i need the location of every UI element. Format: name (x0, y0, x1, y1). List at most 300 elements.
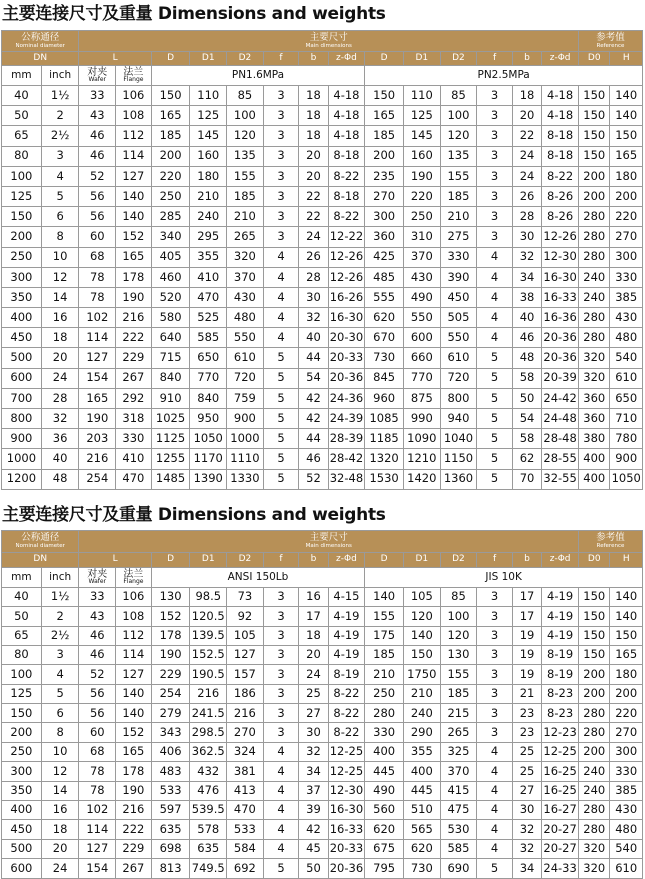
table-cell: 165 (610, 146, 643, 166)
table-cell: 27 (299, 704, 328, 723)
table-cell: 292 (116, 388, 152, 408)
table-cell: 3 (263, 227, 299, 247)
table-cell: 19 (512, 626, 541, 645)
table-cell: 150 (579, 126, 610, 146)
table-cell: 190 (151, 645, 190, 664)
table-cell: 185 (227, 186, 264, 206)
table-cell: 78 (79, 762, 116, 781)
table-cell: 17 (512, 587, 541, 606)
table-cell: 28 (299, 267, 328, 287)
table-cell: 114 (116, 146, 152, 166)
table-cell: 400 (404, 762, 441, 781)
table-cell: 285 (151, 207, 190, 227)
table-cell: 4 (263, 328, 299, 348)
table-cell: 112 (116, 626, 152, 645)
table-cell: 425 (365, 247, 404, 267)
table-cell: 5 (477, 469, 513, 489)
col-header-b: b (512, 52, 541, 66)
table-cell: 730 (365, 348, 404, 368)
table-cell: 240 (190, 207, 227, 227)
table-cell: 125 (190, 106, 227, 126)
dimensions-table-pn (1, 30, 643, 490)
table-cell: 140 (116, 207, 152, 227)
table-cell: 190 (79, 409, 116, 429)
table-cell: 190 (116, 287, 152, 307)
table-cell: 355 (404, 742, 441, 761)
table-cell: 5 (263, 469, 299, 489)
table-cell: 5 (263, 388, 299, 408)
table-cell: 4-18 (328, 86, 365, 106)
table-cell: 530 (440, 820, 477, 839)
table-cell: 28-48 (542, 429, 579, 449)
table-cell: 4 (477, 801, 513, 820)
table-cell: 300 (2, 267, 42, 287)
table-cell: 92 (227, 607, 264, 626)
table-cell: 3 (477, 227, 513, 247)
table-cell: 8-18 (328, 186, 365, 206)
table-cell: 3 (477, 704, 513, 723)
table-cell: 749.5 (190, 859, 227, 878)
table-cell: 6 (41, 704, 79, 723)
table-cell: 300 (365, 207, 404, 227)
table-cell: 24 (41, 368, 79, 388)
table-cell: 85 (440, 587, 477, 606)
table-cell: 5 (263, 859, 299, 878)
table-cell: 4-19 (542, 587, 579, 606)
table-cell: 450 (2, 820, 42, 839)
table-cell: 33 (79, 587, 116, 606)
table-cell: 1485 (151, 469, 190, 489)
table-cell: 19 (512, 645, 541, 664)
table-cell: 34 (512, 267, 541, 287)
table-cell: 250 (2, 247, 42, 267)
table-cell: 270 (227, 723, 264, 742)
table-cell: 450 (440, 287, 477, 307)
table-cell: 3 (41, 645, 79, 664)
col-header-d2: D2 (227, 552, 264, 567)
mm-label: mm (2, 66, 42, 86)
table-cell: 1320 (365, 449, 404, 469)
table-cell: 275 (440, 227, 477, 247)
col-header-f: f (263, 52, 299, 66)
table-cell: 150 (610, 126, 643, 146)
table-cell: 4-19 (328, 607, 365, 626)
table-cell: 3 (41, 146, 79, 166)
table-cell: 2 (41, 607, 79, 626)
table-cell: 400 (579, 449, 610, 469)
table-cell: 23 (512, 723, 541, 742)
table-cell: 670 (365, 328, 404, 348)
table-row (2, 839, 643, 858)
table-cell: 5 (263, 429, 299, 449)
table-cell: 100 (227, 106, 264, 126)
table-cell: 106 (116, 587, 152, 606)
table-cell: 485 (365, 267, 404, 287)
table-cell: 165 (365, 106, 404, 126)
table-body (2, 587, 643, 878)
table-cell: 4 (263, 839, 299, 858)
table-cell: 80 (2, 645, 42, 664)
table-cell: 430 (404, 267, 441, 287)
table-cell: 400 (365, 742, 404, 761)
table-cell: 40 (2, 587, 42, 606)
table-cell: 16 (299, 587, 328, 606)
table-cell: 759 (227, 388, 264, 408)
table-cell: 32 (299, 308, 328, 328)
table-cell: 28 (41, 388, 79, 408)
table-cell: 140 (610, 86, 643, 106)
table-cell: 200 (579, 186, 610, 206)
table-cell: 270 (365, 186, 404, 206)
table-cell: 120 (404, 607, 441, 626)
table-cell: 362.5 (190, 742, 227, 761)
table-cell: 620 (365, 308, 404, 328)
col-header-f: f (477, 552, 513, 567)
table-cell: 46 (79, 626, 116, 645)
table-cell: 30 (299, 287, 328, 307)
table-row (2, 247, 643, 267)
table-cell: 40 (41, 449, 79, 469)
table-cell: 597 (151, 801, 190, 820)
col-header-d: D (151, 52, 190, 66)
table-cell: 410 (116, 449, 152, 469)
table-cell: 470 (116, 469, 152, 489)
table-cell: 940 (440, 409, 477, 429)
table-cell: 48 (41, 469, 79, 489)
table-cell: 216 (79, 449, 116, 469)
table-cell: 5 (477, 388, 513, 408)
table-cell: 20-36 (542, 348, 579, 368)
table-cell: 8-18 (328, 146, 365, 166)
table-cell: 2½ (41, 626, 79, 645)
table-cell: 381 (227, 762, 264, 781)
table-cell: 550 (404, 308, 441, 328)
table-cell: 525 (190, 308, 227, 328)
table-cell: 710 (610, 409, 643, 429)
table-row (2, 684, 643, 703)
table-cell: 229 (116, 348, 152, 368)
table-cell: 540 (610, 348, 643, 368)
table-cell: 127 (227, 645, 264, 664)
table-cell: 3 (263, 146, 299, 166)
table-cell: 150 (2, 704, 42, 723)
table-cell: 20 (299, 166, 328, 186)
table-cell: 330 (610, 267, 643, 287)
table-cell: 4-18 (542, 86, 579, 106)
nominal-diameter-header: 公称通径 Nominal diameter (2, 31, 79, 52)
table-cell: 24-33 (542, 859, 579, 878)
table-cell: 56 (79, 207, 116, 227)
table-cell: 165 (79, 388, 116, 408)
table-cell: 318 (116, 409, 152, 429)
table-cell: 3 (263, 607, 299, 626)
table-cell: 56 (79, 684, 116, 703)
table-cell: 360 (579, 388, 610, 408)
table-cell: 140 (116, 704, 152, 723)
table-row (2, 859, 643, 878)
table-row (2, 742, 643, 761)
table-cell: 43 (79, 106, 116, 126)
col-header-b: b (299, 52, 328, 66)
table-cell: 42 (299, 820, 328, 839)
table-cell: 127 (79, 348, 116, 368)
table-cell: 210 (365, 665, 404, 684)
table-cell: 150 (579, 146, 610, 166)
table-cell: 320 (579, 839, 610, 858)
table-cell: 400 (579, 469, 610, 489)
table-cell: 1255 (151, 449, 190, 469)
table-cell: 145 (190, 126, 227, 146)
col-header-d1: D1 (404, 552, 441, 567)
table-cell: 16-25 (542, 781, 579, 800)
table-cell: 200 (365, 146, 404, 166)
table-cell: 3 (477, 665, 513, 684)
table-cell: 165 (116, 247, 152, 267)
table-cell: 120 (440, 126, 477, 146)
table-cell: 660 (404, 348, 441, 368)
nominal-diameter-header: 公称通径 Nominal diameter (2, 530, 79, 552)
inch-label: inch (41, 66, 79, 86)
table-cell: 65 (2, 626, 42, 645)
table-cell: 3 (263, 704, 299, 723)
table-cell: 5 (477, 368, 513, 388)
table-cell: 22 (299, 186, 328, 206)
table-cell: 28-39 (328, 429, 365, 449)
standard-label-b: PN2.5MPa (365, 66, 643, 86)
table-cell: 24 (512, 146, 541, 166)
table-cell: 8-23 (542, 684, 579, 703)
table-cell: 250 (2, 742, 42, 761)
table-cell: 580 (151, 308, 190, 328)
table-cell: 140 (365, 587, 404, 606)
table-cell: 24-36 (328, 388, 365, 408)
table-cell: 267 (116, 368, 152, 388)
table-cell: 12-26 (542, 227, 579, 247)
table-cell: 8-23 (542, 704, 579, 723)
table-cell: 300 (610, 742, 643, 761)
table-cell: 450 (2, 328, 42, 348)
table-cell: 8-22 (542, 166, 579, 186)
table-cell: 1050 (610, 469, 643, 489)
table-cell: 600 (2, 368, 42, 388)
table-cell: 222 (116, 328, 152, 348)
table-cell: 445 (365, 762, 404, 781)
table-cell: 4-18 (328, 126, 365, 146)
table-cell: 20 (512, 106, 541, 126)
table-cell: 490 (404, 287, 441, 307)
table-cell: 20-30 (328, 328, 365, 348)
table-cell: 42 (299, 388, 328, 408)
col-header-b: b (512, 552, 541, 567)
table-cell: 320 (579, 368, 610, 388)
table-cell: 140 (116, 186, 152, 206)
table-cell: 16-36 (542, 308, 579, 328)
table-cell: 25 (512, 742, 541, 761)
table-cell: 1200 (2, 469, 42, 489)
table-cell: 155 (440, 665, 477, 684)
table-cell: 150 (579, 607, 610, 626)
col-header-d1: D1 (190, 52, 227, 66)
table-cell: 280 (579, 207, 610, 227)
table-cell: 240 (579, 762, 610, 781)
table-cell: 17 (512, 607, 541, 626)
table-row (2, 409, 643, 429)
table-cell: 18 (299, 126, 328, 146)
table-cell: 12-25 (328, 742, 365, 761)
table-cell: 19 (512, 665, 541, 684)
table-cell: 1085 (365, 409, 404, 429)
table-cell: 1040 (440, 429, 477, 449)
table-cell: 20-27 (542, 820, 579, 839)
table-cell: 235 (365, 166, 404, 186)
table-cell: 203 (79, 429, 116, 449)
table-cell: 370 (404, 247, 441, 267)
table-cell: 1125 (151, 429, 190, 449)
table-cell: 24 (41, 859, 79, 878)
table-row (2, 645, 643, 664)
table-cell: 16-33 (328, 820, 365, 839)
table-cell: 32 (41, 409, 79, 429)
table-cell: 550 (227, 328, 264, 348)
table-cell: 4 (263, 308, 299, 328)
col-header-bolts: z-Φd (542, 552, 579, 567)
table-cell: 100 (2, 665, 42, 684)
wafer-label: 对夹 Wafer (79, 66, 116, 86)
table-cell: 4 (263, 781, 299, 800)
table-cell: 106 (116, 86, 152, 106)
table-cell: 140 (404, 626, 441, 645)
table-cell: 1000 (227, 429, 264, 449)
table-cell: 56 (79, 704, 116, 723)
table-cell: 48 (512, 348, 541, 368)
wafer-label: 对夹 Wafer (79, 567, 116, 587)
table-cell: 780 (610, 429, 643, 449)
table-cell: 114 (79, 820, 116, 839)
table-cell: 18 (299, 86, 328, 106)
table-cell: 40 (299, 328, 328, 348)
dn-header: DN (2, 52, 79, 66)
table-cell: 2 (41, 106, 79, 126)
table-cell: 108 (116, 607, 152, 626)
table-cell: 8-26 (542, 186, 579, 206)
table-cell: 280 (579, 308, 610, 328)
table-cell: 210 (190, 186, 227, 206)
table-cell: 216 (190, 684, 227, 703)
table-cell: 20-36 (328, 859, 365, 878)
table-cell: 18 (512, 86, 541, 106)
table-cell: 220 (610, 704, 643, 723)
table-cell: 78 (79, 267, 116, 287)
table-cell: 505 (440, 308, 477, 328)
table-cell: 127 (116, 166, 152, 186)
dimensions-section-ansi-jis (0, 498, 645, 879)
table-row (2, 328, 643, 348)
table-cell: 265 (440, 723, 477, 742)
table-row (2, 207, 643, 227)
table-cell: 610 (440, 348, 477, 368)
table-cell: 240 (579, 267, 610, 287)
table-cell: 900 (227, 409, 264, 429)
table-cell: 950 (190, 409, 227, 429)
table-cell: 4 (41, 166, 79, 186)
table-cell: 114 (116, 645, 152, 664)
table-cell: 4 (263, 820, 299, 839)
table-cell: 5 (41, 684, 79, 703)
table-cell: 45 (299, 839, 328, 858)
table-cell: 1210 (404, 449, 441, 469)
table-cell: 3 (477, 626, 513, 645)
table-cell: 340 (151, 227, 190, 247)
table-cell: 4 (477, 762, 513, 781)
table-cell: 4-19 (542, 607, 579, 626)
table-cell: 350 (2, 781, 42, 800)
table-cell: 200 (579, 665, 610, 684)
table-cell: 4 (477, 267, 513, 287)
table-cell: 405 (151, 247, 190, 267)
table-cell: 46 (79, 146, 116, 166)
table-cell: 18 (299, 626, 328, 645)
table-cell: 280 (579, 704, 610, 723)
col-header-bolts: z-Φd (542, 52, 579, 66)
table-cell: 190 (404, 166, 441, 186)
table-row (2, 723, 643, 742)
table-cell: 155 (440, 166, 477, 186)
table-cell: 46 (79, 645, 116, 664)
section-title: 主要连接尺寸及重量 Dimensions and weights (2, 504, 386, 525)
table-cell: 415 (440, 781, 477, 800)
table-cell: 5 (477, 429, 513, 449)
table-cell: 139.5 (190, 626, 227, 645)
table-cell: 600 (404, 328, 441, 348)
table-cell: 1360 (440, 469, 477, 489)
table-cell: 432 (190, 762, 227, 781)
col-header-d0: D0 (579, 552, 610, 567)
table-cell: 8-22 (328, 166, 365, 186)
table-cell: 25 (299, 684, 328, 703)
table-row (2, 801, 643, 820)
table-cell: 770 (404, 368, 441, 388)
table-cell: 4 (477, 328, 513, 348)
table-cell: 12-26 (328, 247, 365, 267)
table-cell: 1110 (227, 449, 264, 469)
table-cell: 154 (79, 859, 116, 878)
l-header: L (79, 552, 151, 567)
table-cell: 650 (190, 348, 227, 368)
table-row (2, 186, 643, 206)
table-cell: 42 (299, 409, 328, 429)
table-cell: 20-36 (328, 368, 365, 388)
table-cell: 39 (299, 801, 328, 820)
table-cell: 140 (610, 587, 643, 606)
table-cell: 4-19 (542, 626, 579, 645)
table-cell: 24-39 (328, 409, 365, 429)
table-cell: 150 (579, 587, 610, 606)
table-cell: 68 (79, 247, 116, 267)
table-cell: 320 (227, 247, 264, 267)
table-cell: 28 (512, 207, 541, 227)
table-cell: 12-22 (328, 227, 365, 247)
table-cell: 150 (579, 645, 610, 664)
col-header-d2: D2 (227, 52, 264, 66)
reference-header: 参考值 Reference (579, 530, 643, 552)
table-cell: 12 (41, 762, 79, 781)
table-cell: 730 (404, 859, 441, 878)
table-cell: 150 (2, 207, 42, 227)
table-cell: 34 (512, 859, 541, 878)
table-cell: 2½ (41, 126, 79, 146)
table-cell: 150 (151, 86, 190, 106)
table-cell: 3 (263, 645, 299, 664)
